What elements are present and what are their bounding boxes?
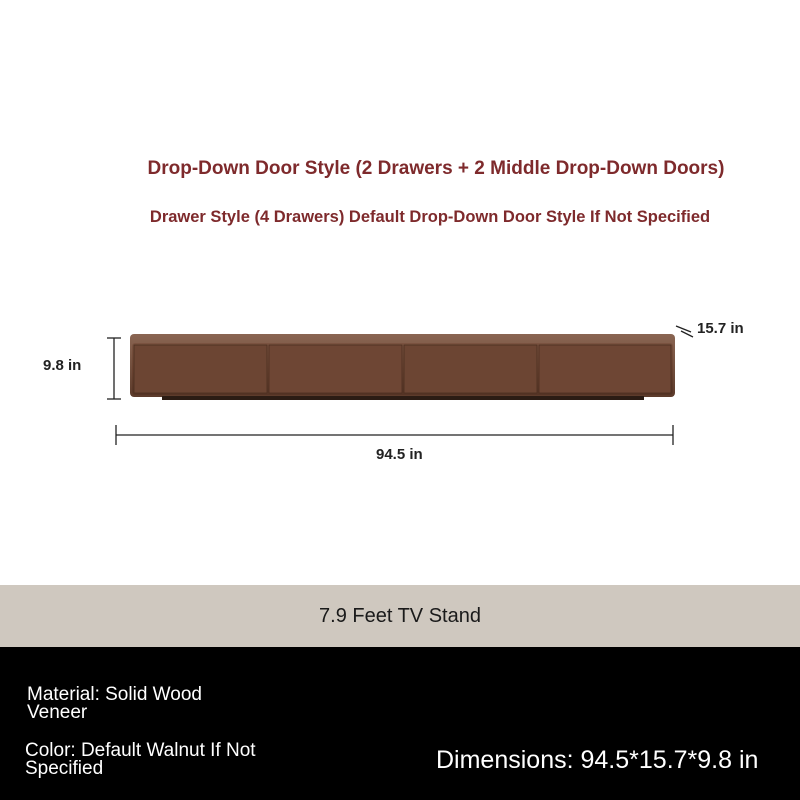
height-dimension-line <box>107 338 121 399</box>
depth-label: 15.7 in <box>697 320 744 337</box>
stand-base <box>162 396 644 400</box>
width-label: 94.5 in <box>376 446 423 463</box>
width-dimension-line <box>116 425 673 445</box>
drawer-3 <box>404 345 537 393</box>
style-option-drop-down-door: Drop-Down Door Style (2 Drawers + 2 Middle Drop-Down Doors) <box>147 158 725 179</box>
product-title-band <box>0 585 800 647</box>
tv-stand <box>130 334 675 400</box>
depth-dimension-line <box>676 326 693 337</box>
color-spec: Color: Default Walnut If Not Specified <box>25 740 256 779</box>
style-option-drawer: Drawer Style (4 Drawers) Default Drop-Down Door Style If Not Specified <box>149 208 711 226</box>
height-label: 9.8 in <box>43 357 82 374</box>
product-title: 7.9 Feet TV Stand <box>319 604 481 627</box>
material-spec: Material: Solid Wood Veneer <box>27 684 202 723</box>
drawer-1 <box>134 345 267 393</box>
spec-footer <box>0 647 800 800</box>
drawer-4 <box>539 345 671 393</box>
dimensions-spec: Dimensions: 94.5*15.7*9.8 in <box>436 746 759 774</box>
drawer-2 <box>269 345 402 393</box>
